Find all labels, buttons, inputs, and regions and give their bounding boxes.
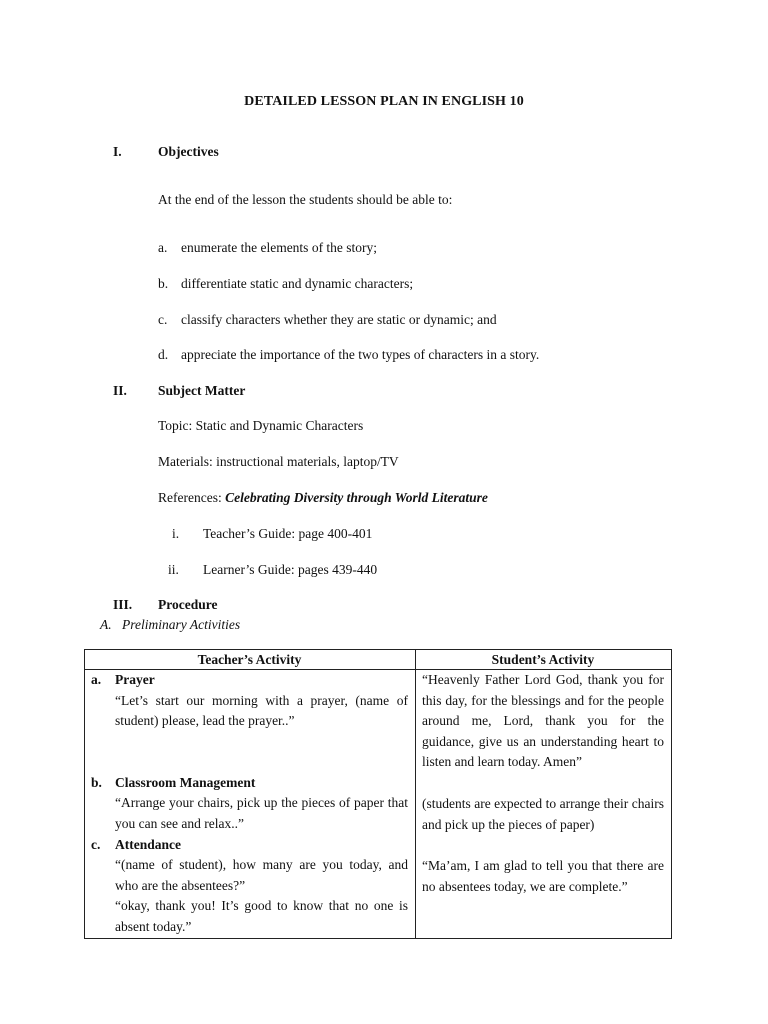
references-label: References: — [158, 490, 226, 505]
objective-letter-c: c. — [158, 312, 168, 327]
topic-line: Topic: Static and Dynamic Characters — [158, 418, 364, 433]
student-activity-header: Student’s Activity — [416, 650, 672, 670]
guide-numeral-ii: ii. — [168, 562, 179, 577]
procedure-heading: Procedure — [158, 597, 218, 612]
objectives-numeral: I. — [113, 144, 122, 159]
teacher-activity-header: Teacher’s Activity — [85, 650, 416, 670]
classroom-management-student-text: (students are expected to arrange their chairs and pick up the pieces of paper) — [422, 795, 664, 832]
row-heading: Classroom Management — [115, 774, 256, 790]
table-header-row — [85, 650, 672, 670]
row-letter: b. — [91, 774, 102, 790]
objective-text-d: appreciate the importance of the two types of characters in a story. — [181, 347, 540, 362]
subject-matter-numeral: II. — [113, 383, 127, 398]
prayer-student-text: “Heavenly Father Lord God, thank you for this day, for the blessings and for the people around me, Lord, thank you for the guidance, give us an understanding heart to listen and learn today. Amen” — [422, 672, 664, 770]
row-heading: Prayer — [115, 672, 155, 687]
objective-letter-a: a. — [158, 240, 168, 255]
preliminary-heading: Preliminary Activities — [122, 617, 241, 632]
prayer-heading — [91, 670, 408, 691]
row-letter: c. — [91, 836, 101, 852]
objective-letter-b: b. — [158, 276, 169, 291]
objectives-heading: Objectives — [158, 144, 219, 159]
row-heading: Attendance — [115, 836, 181, 852]
guide-learner: Learner’s Guide: pages 439-440 — [203, 562, 378, 577]
references-line — [158, 490, 488, 506]
classroom-management-teacher-text: “Arrange your chairs, pick up the pieces of paper that you can see and relax..” — [115, 795, 408, 831]
guide-teacher: Teacher’s Guide: page 400-401 — [203, 526, 373, 541]
classroom-management-heading — [91, 773, 408, 794]
attendance-teacher-text: “(name of student), how many are you today, and who are the absentees?” — [115, 857, 408, 893]
row-letter: a. — [91, 672, 102, 687]
table-row — [85, 670, 672, 939]
materials-line: Materials: instructional materials, laptop/TV — [158, 454, 399, 469]
page-title: DETAILED LESSON PLAN IN ENGLISH 10 — [244, 94, 524, 109]
attendance-heading — [91, 835, 408, 856]
subject-matter-heading: Subject Matter — [158, 383, 246, 398]
objective-text-a: enumerate the elements of the story; — [181, 240, 378, 255]
objective-letter-d: d. — [158, 347, 169, 362]
teacher-activity-cell — [85, 670, 416, 939]
prayer-teacher-text: “Let’s start our morning with a prayer, (name of student) please, lead the prayer..” — [115, 692, 408, 729]
attendance-student-text: “Ma’am, I am glad to tell you that there are no absentees today, we are complete.” — [422, 858, 664, 894]
preliminary-letter: A. — [100, 617, 112, 632]
attendance-teacher-followup: “okay, thank you! It’s good to know that no one is absent today.” — [115, 898, 408, 934]
student-activity-cell — [416, 670, 672, 939]
objective-text-b: differentiate static and dynamic characters; — [181, 276, 414, 291]
objectives-intro: At the end of the lesson the students should be able to: — [158, 192, 453, 207]
references-title: Celebrating Diversity through World Literature — [225, 490, 488, 505]
activities-table — [84, 649, 672, 939]
procedure-numeral: III. — [113, 597, 133, 612]
objective-text-c: classify characters whether they are static or dynamic; and — [181, 312, 497, 327]
guide-numeral-i: i. — [172, 526, 180, 541]
